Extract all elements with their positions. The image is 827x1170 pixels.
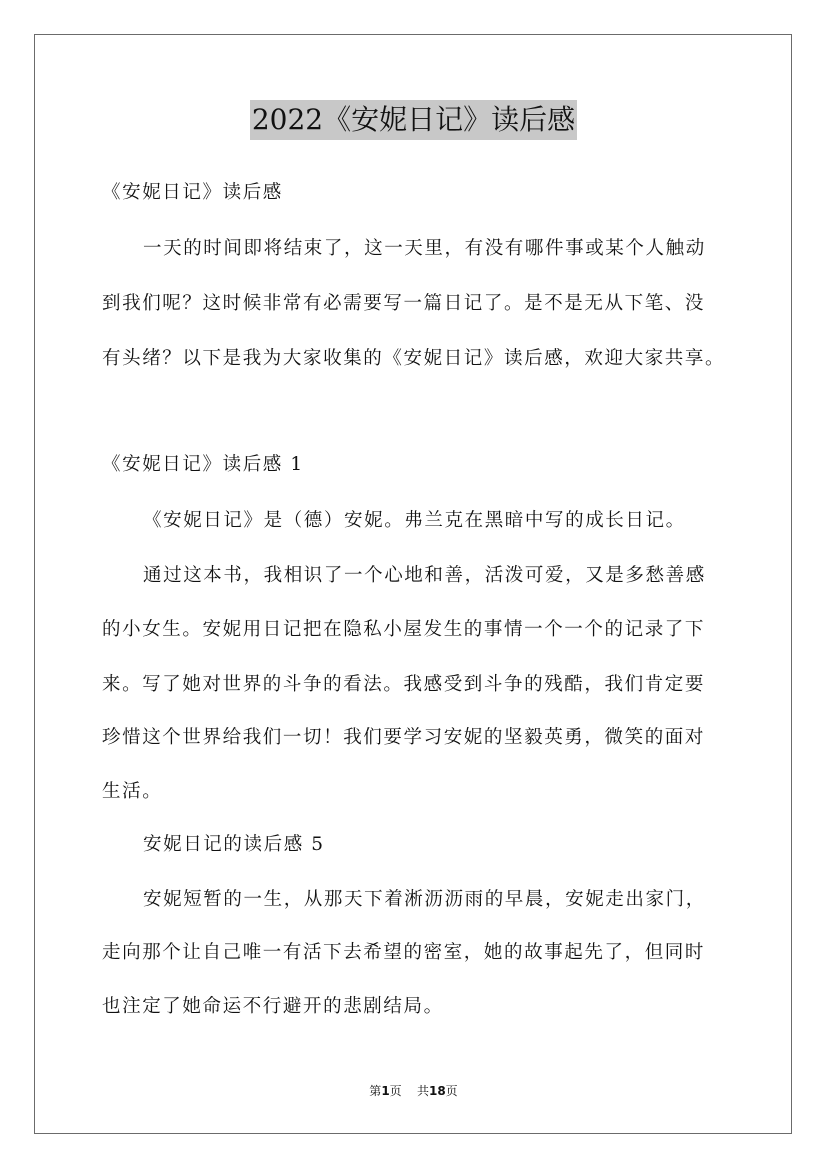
title-container	[0, 100, 827, 140]
section1-line-3: 的小女生。安妮用日记把在隐私小屋发生的事情一个一个的记录了下	[102, 619, 706, 640]
intro-line-2: 到我们呢？这时候非常有必需要写一篇日记了。是不是无从下笔、没	[102, 293, 706, 314]
section2-line-1: 安妮短暂的一生，从那天下着淅沥沥雨的早晨，安妮走出家门，	[143, 889, 706, 910]
total-prefix: 共	[416, 1084, 429, 1098]
intro-line-1: 一天的时间即将结束了，这一天里，有没有哪件事或某个人触动	[143, 238, 706, 259]
section2-line-3: 也注定了她命运不行避开的悲剧结局。	[102, 996, 444, 1017]
page-label-suffix: 页	[389, 1084, 402, 1098]
section1-line-5: 珍惜这个世界给我们一切！我们要学习安妮的坚毅英勇，微笑的面对	[102, 727, 706, 748]
subtitle: 《安妮日记》读后感	[102, 182, 283, 203]
section1-heading: 《安妮日记》读后感 1	[102, 454, 304, 475]
section1-line-1: 《安妮日记》是（德）安妮。弗兰克在黑暗中写的成长日记。	[143, 510, 686, 531]
page-footer	[0, 1083, 827, 1099]
intro-line-3: 有头绪？以下是我为大家收集的《安妮日记》读后感，欢迎大家共享。	[102, 348, 726, 369]
section1-line-2: 通过这本书，我相识了一个心地和善，活泼可爱，又是多愁善感	[143, 565, 706, 586]
total-suffix: 页	[445, 1084, 458, 1098]
section2-line-2: 走向那个让自己唯一有活下去希望的密室，她的故事起先了，但同时	[102, 942, 706, 963]
section2-heading: 安妮日记的读后感 5	[143, 834, 325, 855]
document-title: 2022《安妮日记》读后感	[250, 100, 577, 140]
page-number: 1	[381, 1084, 390, 1098]
section1-line-6: 生活。	[102, 781, 163, 802]
total-pages: 18	[428, 1084, 446, 1098]
section1-line-4: 来。写了她对世界的斗争的看法。我感受到斗争的残酷，我们肯定要	[102, 674, 706, 695]
page-label-prefix: 第	[369, 1084, 382, 1098]
